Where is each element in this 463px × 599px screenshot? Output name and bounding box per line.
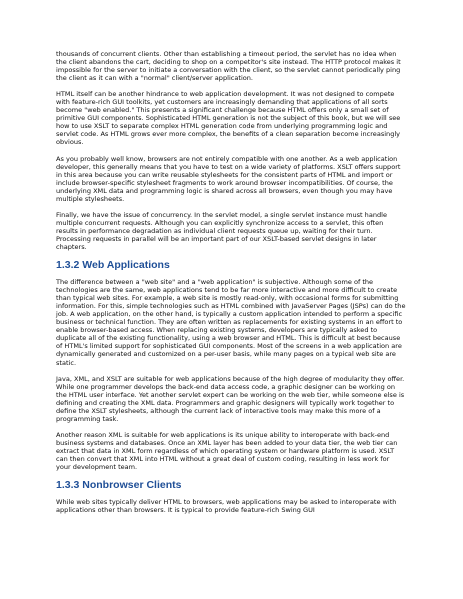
paragraph-concurrency: Finally, we have the issue of concurrency. In the servlet model, a single servlet instance must handle multiple concurrent requests. Although you can explicitly synchronize access to a servlet, this often results in performance degradation as individual client requests queue up, waiting for their turn. Processing requests in parallel will be an important part of our XSLT-based servlet designs in later chapters. — [56, 210, 387, 251]
paragraph-concurrent-clients: thousands of concurrent clients. Other than establishing a timeout period, the servlet has no idea when the client abandons the cart, deciding to shop on a competitor's site instead. The HTTP protocol makes it impossible for the server to initiate a conversation with the client, so the servlet cannot periodically ping the client as it can with a "normal" client/server application. — [56, 50, 401, 83]
paragraph-site-vs-application: The difference between a "web site" and a "web application" is subjective. Although some of the technologies are the same, web applications tend to be far more interactive and more difficult to create than typical web sites. For example, a web site is mostly read-only, with occasional forms for submitting information. For this, simple technologies such as HTML combined with JavaServer Pages (JSPs) can do the job. A web application, on the other hand, is typically a custom application intended to perform a specific business or technical function. They are often written as replacements for existing systems in an effort to enable browser-based access. When replacing existing systems, developers are typically asked to duplicate all of the existing functionality, using a web browser and HTML. This is difficult at best because of HTML's limited support for sophisticated GUI components. Most of the screens in a web application are dynamically generated and customized on a per-user basis, while many pages on a typical web site are static. — [56, 278, 406, 367]
paragraph-modularity: Java, XML, and XSLT are suitable for web applications because of the high degree of modularity they offer. While one programmer develops the back-end data access code, a graphic designer can be working on the HTML user interface. Yet another servlet expert can be working on the web tier, while someone else is defining and creating the XML data. Programmers and graphic designers will typically work together to define the XSLT stylesheets, although the current lack of interactive tools may make this more of a programming task. — [56, 374, 405, 423]
paragraph-nonbrowser-clients: While web sites typically deliver HTML to browsers, web applications may be asked to interoperate with applications other than browsers. It is typical to provide feature-rich Swing GUI — [56, 498, 397, 515]
paragraph-html-hindrance: HTML itself can be another hindrance to web application development. It was not designed to compete with feature-rich GUI toolkits, yet customers are increasingly demanding that applications of all sorts become "web enabled." This presents a significant challenge because HTML offers only a small set of primitive GUI components. Sophisticated HTML generation is not the subject of this book, but we will see how to use XSLT to separate complex HTML generation code from underlying programming logic and servlet code. As HTML grows ever more complex, the benefits of a clean separation become increasingly obvious. — [56, 90, 401, 147]
paragraph-browser-compatibility: As you probably well know, browsers are not entirely compatible with one another. As a web application developer, this generally means that you have to test on a wide variety of platforms. XSLT offers support in this area because you can write reusable stylesheets for the consistent parts of HTML and import or include browser-specific stylesheet fragments to work around browser incompatibilities. Of course, the underlying XML data and programming logic is shared across all browsers, even though you may have multiple stylesheets. — [56, 154, 401, 203]
section-heading-nonbrowser-clients: 1.3.3 Nonbrowser Clients — [56, 479, 182, 492]
paragraph-interoperability: Another reason XML is suitable for web applications is its unique ability to interoperate with back-end business systems and databases. Once an XML layer has been added to your data tier, the web tier can extract that data in XML form regardless of which operating system or hardware platform is used. XSLT can then convert that XML into HTML without a great deal of custom coding, resulting in less work for your development team. — [56, 430, 398, 472]
section-heading-web-applications: 1.3.2 Web Applications — [56, 259, 170, 272]
document-page — [56, 50, 406, 522]
